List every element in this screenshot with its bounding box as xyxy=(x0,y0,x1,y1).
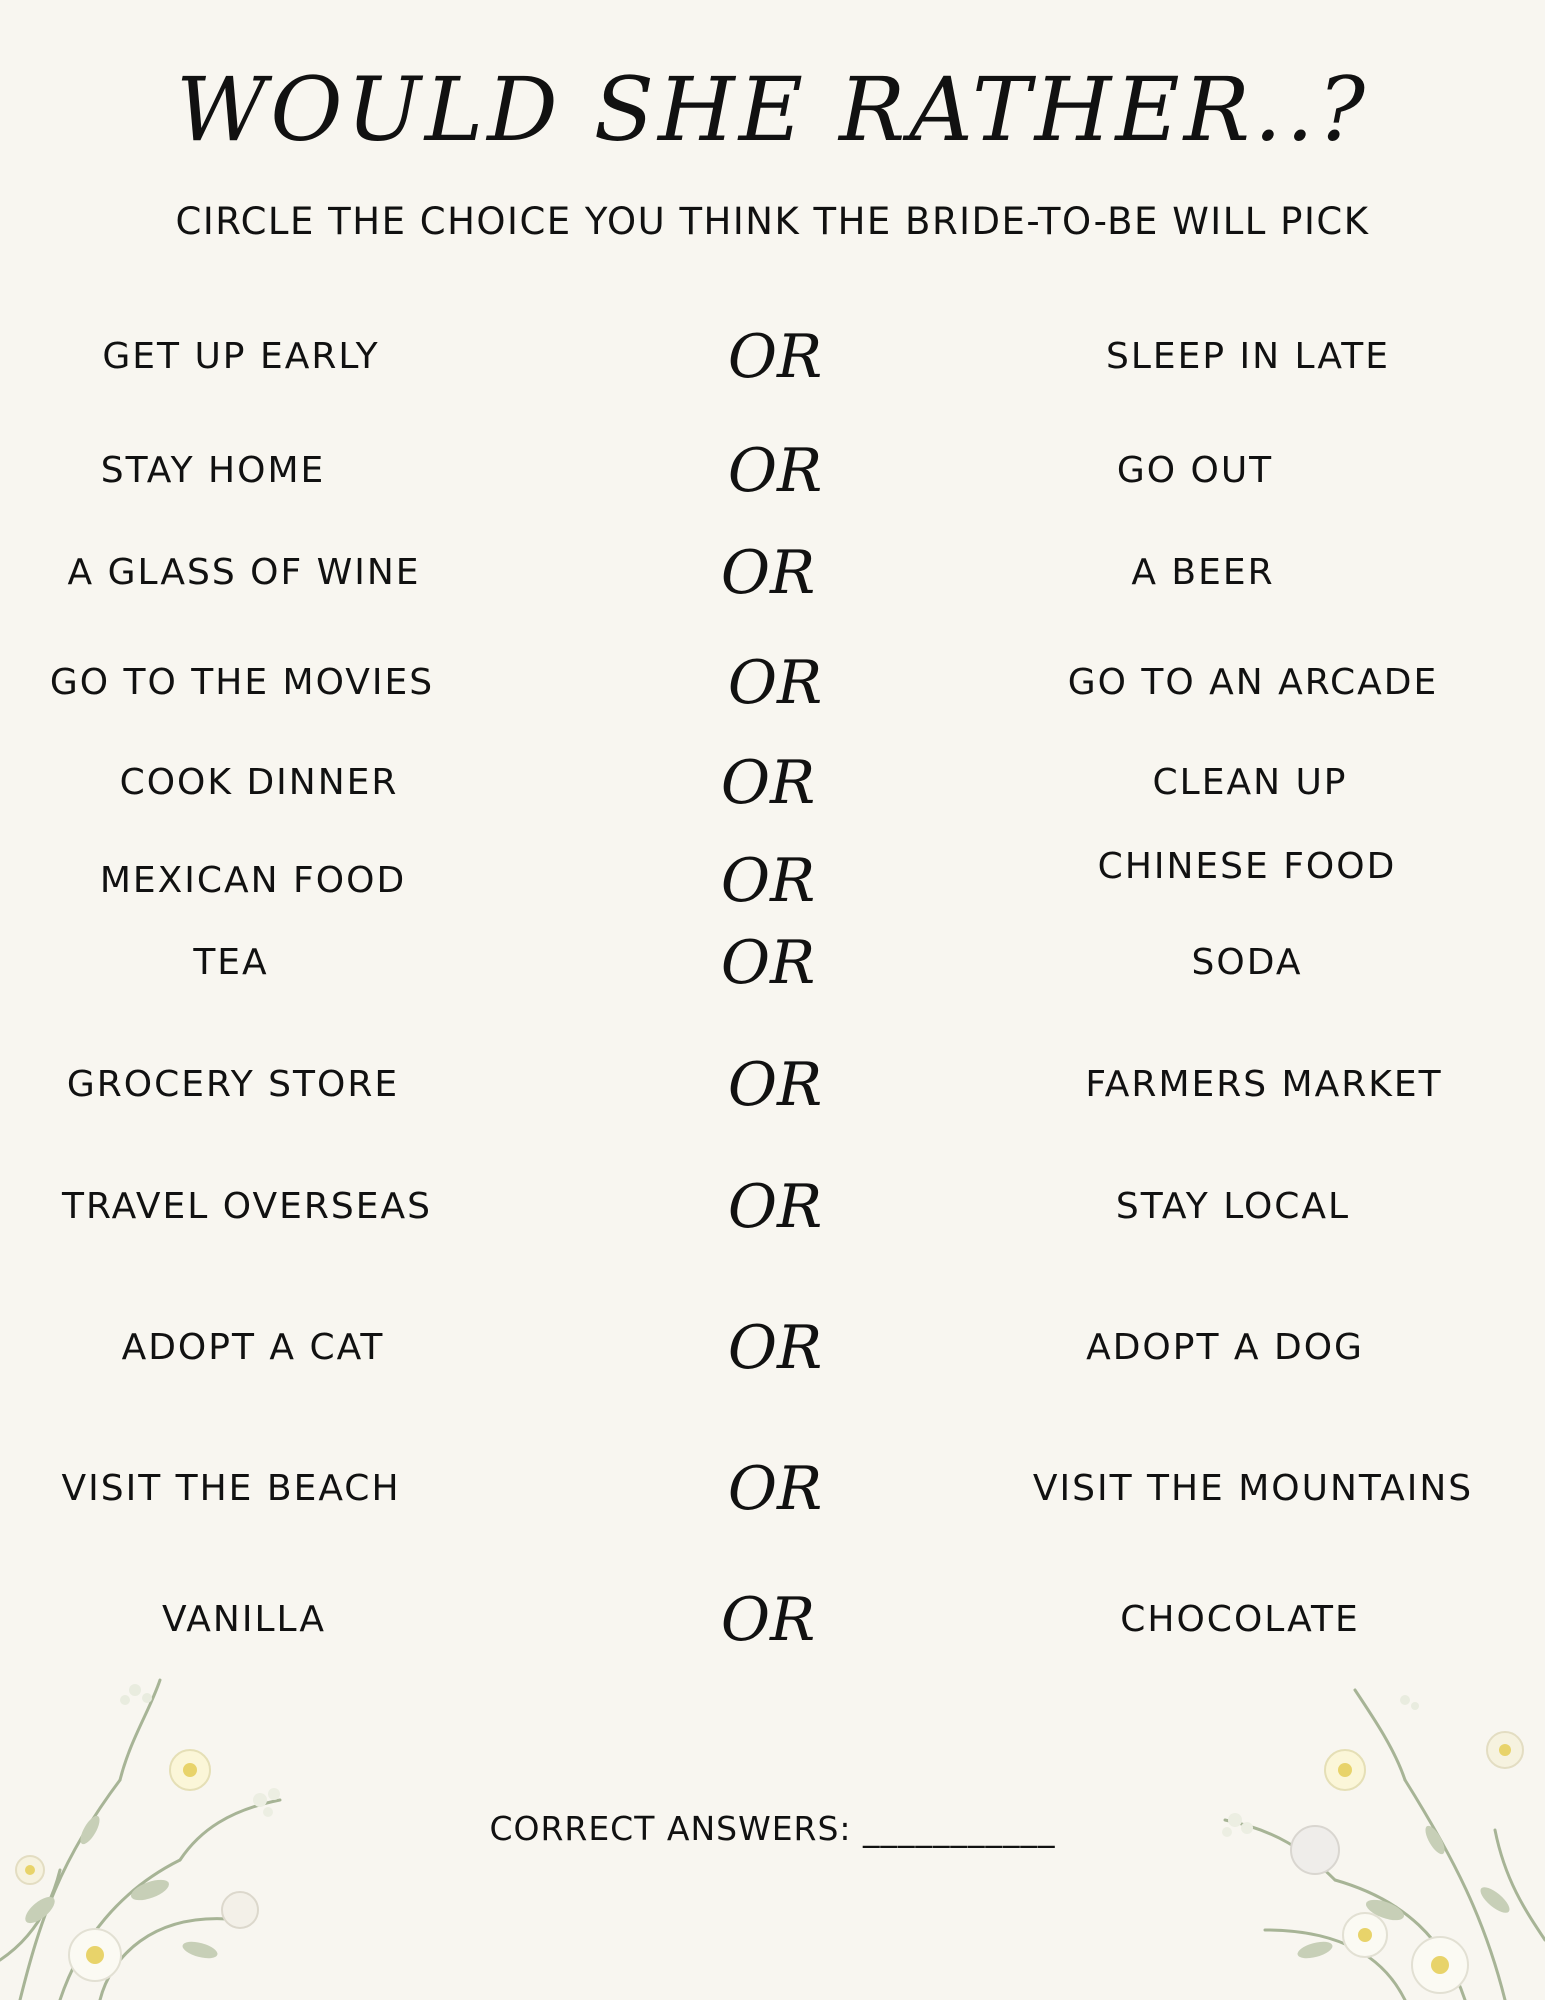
choice-left: MEXICAN FOOD xyxy=(99,860,407,901)
or-label: OR xyxy=(727,1050,823,1120)
choice-right: ADOPT A DOG xyxy=(1086,1327,1364,1368)
choice-right: STAY LOCAL xyxy=(1115,1186,1351,1227)
choice-left: VANILLA xyxy=(161,1599,327,1640)
choice-right: GO TO AN ARCADE xyxy=(1067,662,1439,703)
choice-right: GO OUT xyxy=(1116,450,1274,491)
choice-right: A BEER xyxy=(1131,552,1275,593)
or-label: OR xyxy=(720,1585,816,1655)
choice-left: TRAVEL OVERSEAS xyxy=(62,1186,432,1227)
floral-corner-right-icon xyxy=(1205,1680,1545,2000)
or-label: OR xyxy=(720,928,816,998)
choice-right: VISIT THE MOUNTAINS xyxy=(1032,1468,1474,1509)
instructions: CIRCLE THE CHOICE YOU THINK THE BRIDE-TO-BE WILL PICK xyxy=(175,200,1370,243)
or-label: OR xyxy=(727,436,823,506)
choice-left: ADOPT A CAT xyxy=(121,1327,385,1368)
choice-left: STAY HOME xyxy=(100,450,326,491)
choice-right: CLEAN UP xyxy=(1152,762,1348,803)
choice-right: SLEEP IN LATE xyxy=(1106,336,1390,377)
choice-left: GO TO THE MOVIES xyxy=(49,662,435,703)
page-title: WOULD SHE RATHER..? xyxy=(175,58,1369,161)
choice-left: VISIT THE BEACH xyxy=(61,1468,401,1509)
choice-right: CHOCOLATE xyxy=(1120,1599,1360,1640)
choice-right: SODA xyxy=(1191,942,1303,983)
choice-left: A GLASS OF WINE xyxy=(67,552,421,593)
choice-left: COOK DINNER xyxy=(119,762,399,803)
correct-answers-line: CORRECT ANSWERS: ___________ xyxy=(489,1809,1056,1848)
choice-right: FARMERS MARKET xyxy=(1085,1064,1443,1105)
choice-left: GROCERY STORE xyxy=(66,1064,400,1105)
or-label: OR xyxy=(727,1454,823,1524)
choice-left: GET UP EARLY xyxy=(102,336,380,377)
or-label: OR xyxy=(720,748,816,818)
or-label: OR xyxy=(727,1313,823,1383)
or-label: OR xyxy=(727,648,823,718)
floral-corner-left-icon xyxy=(0,1660,320,2000)
or-label: OR xyxy=(727,1172,823,1242)
choice-left: TEA xyxy=(193,942,269,983)
or-label: OR xyxy=(720,538,816,608)
choice-right: CHINESE FOOD xyxy=(1097,846,1397,887)
or-label: OR xyxy=(727,322,823,392)
or-label: OR xyxy=(720,846,816,916)
